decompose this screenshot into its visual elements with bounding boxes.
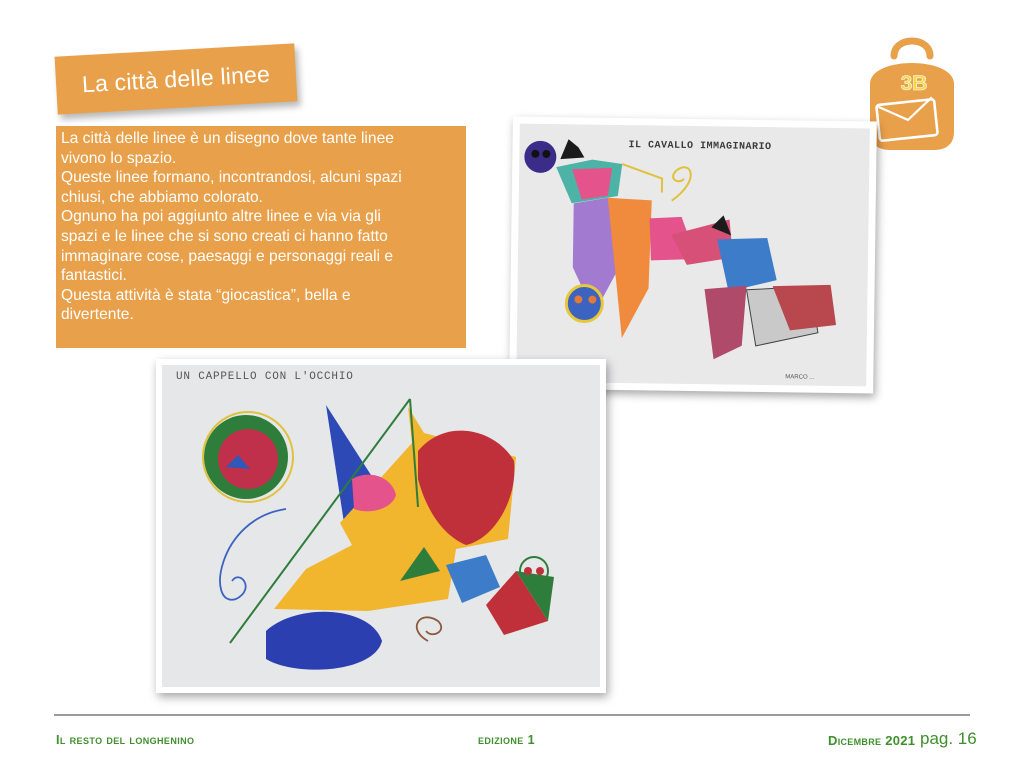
svg-text:MARCO ...: MARCO ...	[785, 374, 815, 381]
body-line: Questa attività è stata “giocastica”, bella e	[61, 286, 351, 304]
body-line: La città delle linee è un disegno dove tante linee	[61, 130, 394, 147]
backpack-badge	[862, 32, 962, 154]
hat-drawing-photo	[156, 359, 606, 693]
body-line: Queste linee formano, incontrandosi, alcuni spazi	[61, 169, 402, 187]
body-line: divertente.	[61, 306, 134, 324]
body-line: vivono lo spazio.	[61, 149, 177, 167]
body-line: spazi e le linee che si sono creati ci hanno fatto	[61, 227, 388, 245]
footer-edition: edizione 1	[478, 733, 535, 747]
footer-page-number: pag. 16	[920, 729, 977, 748]
footer-divider	[54, 714, 970, 716]
hat-drawing-caption: UN CAPPELLO CON L'OCCHIO	[176, 371, 354, 383]
body-line: Ognuno ha poi aggiunto altre linee e via via gli	[61, 208, 381, 226]
body-line: immaginare cose, paesaggi e personaggi reali e	[61, 247, 393, 265]
horse-drawing-caption: IL CAVALLO IMMAGINARIO	[628, 140, 772, 154]
hat-drawing	[156, 359, 606, 693]
footer-publication: Il resto del longhenino	[56, 733, 195, 747]
title-tag	[55, 43, 298, 114]
body-line: fantastici.	[61, 267, 127, 285]
backpack-icon	[862, 32, 962, 154]
footer-date: Dicembre 2021	[828, 733, 916, 748]
page-title: La città delle linee	[81, 60, 271, 97]
horse-drawing-photo	[509, 116, 877, 393]
body-line: chiusi, che abbiamo colorato.	[61, 188, 263, 206]
body-text-box	[56, 126, 466, 348]
class-badge-label: 3B	[900, 72, 928, 95]
horse-drawing	[509, 116, 877, 393]
